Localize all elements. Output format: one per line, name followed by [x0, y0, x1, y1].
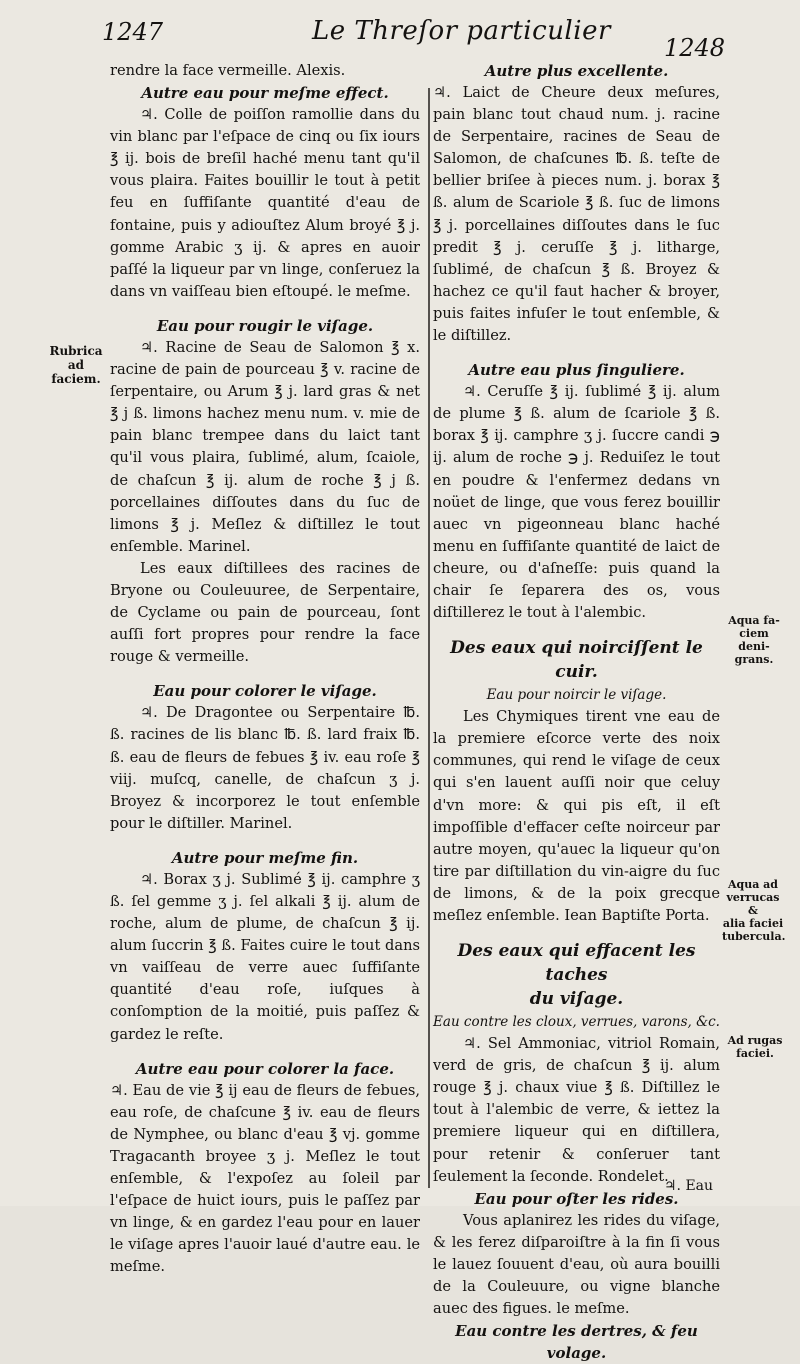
chapter-heading: Des eaux qui effacent les taches — [457, 941, 696, 986]
paragraph: Les Chymiques tirent vne eau de la premiere eſcorce verte des noix communes, qui rend le viſage de ceux qui s'en lauent auſſi noir que celuy d'vn more: & qui pis eſt, il eſt impoſſible d'effacer ceſte noirceur par autre moyen, qu'auec la liqueur qu'on tire par diſtillation du vin-aigre du ſuc de limons, & de la poix grecque meſlez enſemble. Iean Baptiſte Porta. — [433, 708, 720, 924]
chapter-heading: Des eaux qui noirciſſent le cuir. — [450, 638, 703, 683]
margin-note-rugas — [724, 1034, 786, 1060]
paragraph: ♃. Colle de poiſſon ramollie dans du vin blanc par l'eſpace de cinq ou ſix iours ℥ ij. bois de breſil haché menu tant qu'il vous plaira. Faites bouillir le tout à petit feu en ſuffiſante quantité d'eau de fontaine, puis y adiouſtez Alum broyé ℥ j. gomme Arabic ʒ ij. & apres en auoir paſſé la liqueur par vn linge, conſeruez la dans vn vaiſſeau bien eſtoupé. le meſme. — [110, 106, 420, 300]
subheading: Eau contre les cloux, verrues, varons, &c. — [433, 1014, 720, 1031]
page-number-left: 1247 — [102, 18, 164, 46]
margin-note-line: Ad rugas — [727, 1034, 783, 1047]
section-heading: Autre plus excellente. — [484, 62, 669, 80]
section-heading: Autre eau pour meſme effect. — [141, 84, 389, 103]
running-title: Le Threſor particulier — [312, 16, 611, 46]
margin-note-line: ciem deni- — [738, 627, 770, 653]
margin-note-line: Aqua ad — [728, 878, 778, 891]
section-heading: Eau pour oſter les rides. — [474, 1189, 679, 1208]
paragraph: ♃. Ceruſſe ℥ ij. ſublimé ℥ ij. alum de plume ℥ ß. alum de ſcariole ℥ ß. borax ℥ ij. camphre ʒ j. ſuccre candi ℈ ij. alum de roche ℈ j. Reduiſez le tout en poudre & l'enfermez dedans vn noüet de linge, que vous ferez bouillir auec vn pigeonneau blanc haché menu en ſuffiſante quantité de laict de cheure, ou d'aſneſſe: puis quand la chair ſe ſeparera des os, vous diſtillerez le tout à l'alembic. — [433, 383, 720, 622]
paragraph: ♃. Eau de vie ℥ ij eau de fleurs de febues, eau roſe, de chaſcune ℥ iv. eau de fleurs de Nymphee, ou blanc d'eau ℥ vj. gomme Tragacanth broyee ʒ j. Meſlez le tout enſemble, & l'expoſez au ſoleil par l'eſpace de huict iours, puis le paſſez par vn linge, & en gardez l'eau pour en lauer le viſage apres l'auoir laué d'autre eau. le meſme. — [110, 1081, 420, 1276]
paragraph: ♃. De Dragontee ou Serpentaire ℔. ß. racines de lis blanc ℔. ß. lard fraix ℔. ß. eau de fleurs de febues ℥ iv. eau roſe ℥ viij. muſcq, canelle, de chaſcun ʒ j. Broyez & incorporez le tout enſemble pour le diſtiller. Marinel. — [110, 704, 420, 832]
catchword: ♃. Eau — [664, 1178, 714, 1194]
paragraph: rendre la face vermeille. Alexis. — [110, 62, 346, 79]
paragraph: Vous aplanirez les rides du viſage, & les ferez diſparoiſtre à la fin ſi vous le lauez ſouuent d'eau, où aura bouilli de la Couleuure, ou vigne blanche auec des figues. le meſme. — [433, 1211, 720, 1318]
margin-note-line: faciei. — [736, 1047, 774, 1060]
section-heading: Autre eau pour colorer la face. — [135, 1059, 395, 1078]
paragraph: Les eaux diſtillees des racines de Bryone ou Couleuuree, de Serpentaire, de Cyclame ou pain de pourceau, ſont auſſi fort propres pour rendre la face rouge & vermeille. — [110, 559, 420, 666]
chapter-heading-line2: du viſage. — [529, 989, 624, 1010]
paragraph: ♃. Sel Ammoniac, vitriol Romain, verd de gris, de chaſcun ℥ ij. alum rouge ℥ j. chaux viue ℥ ß. Diſtillez le tout à l'alembic de verre, & iettez la premiere liqueur qui en diſtillera, pour retenir & conſeruer tant ſeulement la ſeconde. Rondelet. — [433, 1035, 720, 1185]
paragraph: ♃. Borax ʒ j. Sublimé ℥ ij. camphre ʒ ß. ſel gemme ʒ j. ſel alkali ℥ ij. alum de roche, alum de plume, de chaſcun ℥ ij. alum ſuccrin ℥ ß. Faites cuire le tout dans vn vaiſſeau de verre auec ſuffiſante quantité d'eau roſe, iuſques à conſomption de la moitié, puis paſſez & gardez le reſte. — [110, 870, 420, 1043]
section-heading: Eau pour colorer le viſage. — [153, 682, 377, 701]
section-heading: Autre eau plus ſinguliere. — [468, 361, 685, 380]
margin-note-line: Aqua fa- — [728, 614, 780, 627]
section-heading: Eau contre les dertres, & feu — [455, 1322, 698, 1341]
section-heading: Eau pour rougir le viſage. — [156, 316, 374, 335]
right-column — [433, 60, 720, 1364]
margin-note-line: tubercula. — [722, 930, 786, 943]
subheading: Eau pour noircir le viſage. — [486, 687, 667, 704]
paragraph: ♃. Laict de Cheure deux meſures, pain blanc tout chaud num. j. racine de Serpentaire, racines de Seau de Salomon, de chaſcunes ℔. ß. teſte de bellier briſee à pieces num. j. borax ℥ ß. alum de Scariole ℥ ß. ſuc de limons ℥ j. porcellaines diſſoutes dans le ſuc predit ℥ j. ceruſſe ℥ j. litharge, ſublimé, de chaſcun ℥ ß. Broyez & hachez ce qu'il faut hacher & broyer, puis faites infuſer le tout enſemble, & le diſtillez. — [433, 84, 720, 345]
paragraph: ♃. Racine de Seau de Salomon ℥ x. racine de pain de pourceau ℥ v. racine de ſerpentaire, ou Arum ℥ j. lard gras & net ℥ j ß. limons hachez menu num. v. mie de pain blanc trempee dans du laict tant qu'il vous plaira, ſublimé, alum, ſcaiole, de chaſcun ℥ ij. alum de roche ℥ j ß. porcellaines diſſoutes dans du ſuc de limons ℥ j. Meſlez & diſtillez le tout enſemble. Marinel. — [110, 338, 420, 555]
margin-note-rubrica — [44, 344, 108, 386]
margin-note-aqua-denigrans — [724, 614, 784, 666]
margin-note-line: alia faciei — [722, 917, 784, 930]
section-heading-line2: volage. — [546, 1344, 607, 1363]
column-divider — [428, 88, 430, 1188]
margin-note-line: grans. — [734, 653, 774, 666]
left-column — [110, 60, 420, 1279]
margin-note-aqua-verrucas — [722, 878, 784, 943]
margin-note-line: Rubrica — [49, 344, 103, 358]
margin-note-line: ad faciem. — [51, 358, 101, 386]
section-heading: Autre pour meſme fin. — [171, 848, 359, 867]
page-number-right: 1248 — [664, 34, 726, 62]
margin-note-line: verrucas & — [726, 891, 780, 917]
